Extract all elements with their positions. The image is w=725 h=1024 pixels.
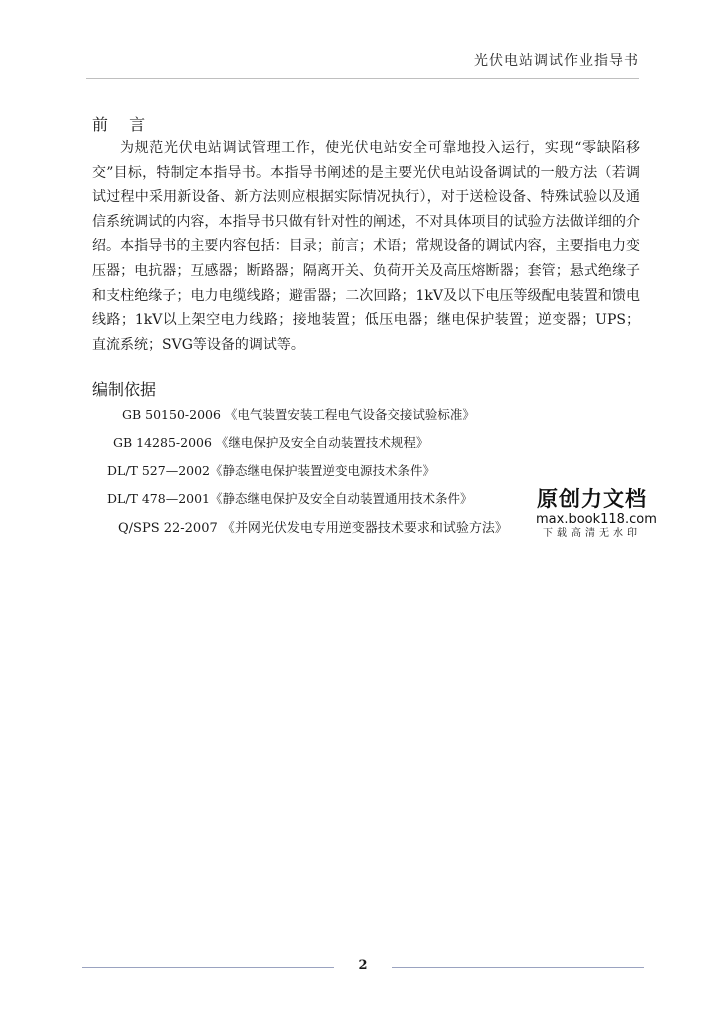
footer-divider-right xyxy=(392,967,644,968)
basis-item-gb50150: GB 50150-2006 《电气装置安装工程电气设备交接试验标准》 xyxy=(122,407,475,422)
basis-item-gb14285: GB 14285-2006 《继电保护及安全自动装置技术规程》 xyxy=(113,435,429,450)
header-divider xyxy=(86,78,639,79)
preface-paragraph: 为规范光伏电站调试管理工作，使光伏电站安全可靠地投入运行，实现“零缺陷移交”目标，特制定本指导书。本指导书阐述的是主要光伏电站设备调试的一般方法（若调试过程中采用新设备、新方法则应根据实际情况执行），对于送检设备、特殊试验以及通信系统调试的内容，本指导书只做有针对性的阐述，不对具体项目的试验方法做详细的介绍。本指导书的主要内容包括：目录；前言；术语；常规设备的调试内容，主要指电力变压器；电抗器；互感器；断路器；隔离开关、负荷开关及高压熔断器；套管；悬式绝缘子和支柱绝缘子；电力电缆线路；避雷器；二次回路；1kV及以下电压等级配电装置和馈电线路；1kV以上架空电力线路；接地装置；低压电器；继电保护装置；逆变器；UPS；直流系统；SVG等设备的调试等。 xyxy=(92,140,640,353)
basis-item-qsps22: Q/SPS 22-2007 《并网光伏发电专用逆变器技术要求和试验方法》 xyxy=(118,521,508,536)
page-number: 2 xyxy=(358,958,368,973)
basis-item-dlt527: DL/T 527—2002《静态继电保护装置逆变电源技术条件》 xyxy=(107,463,436,478)
footer-divider-left xyxy=(82,967,334,968)
watermark-url: max.book118.com xyxy=(536,512,657,527)
watermark xyxy=(536,486,657,541)
basis-item-dlt478: DL/T 478—2001《静态继电保护及安全自动装置通用技术条件》 xyxy=(107,491,473,506)
preface-heading: 前 言 xyxy=(92,115,154,134)
watermark-subtitle: 下载高清无水印 xyxy=(543,528,641,539)
watermark-title: 原创力文档 xyxy=(537,487,647,511)
running-header-title: 光伏电站调试作业指导书 xyxy=(474,53,639,69)
basis-heading: 编制依据 xyxy=(92,380,157,399)
